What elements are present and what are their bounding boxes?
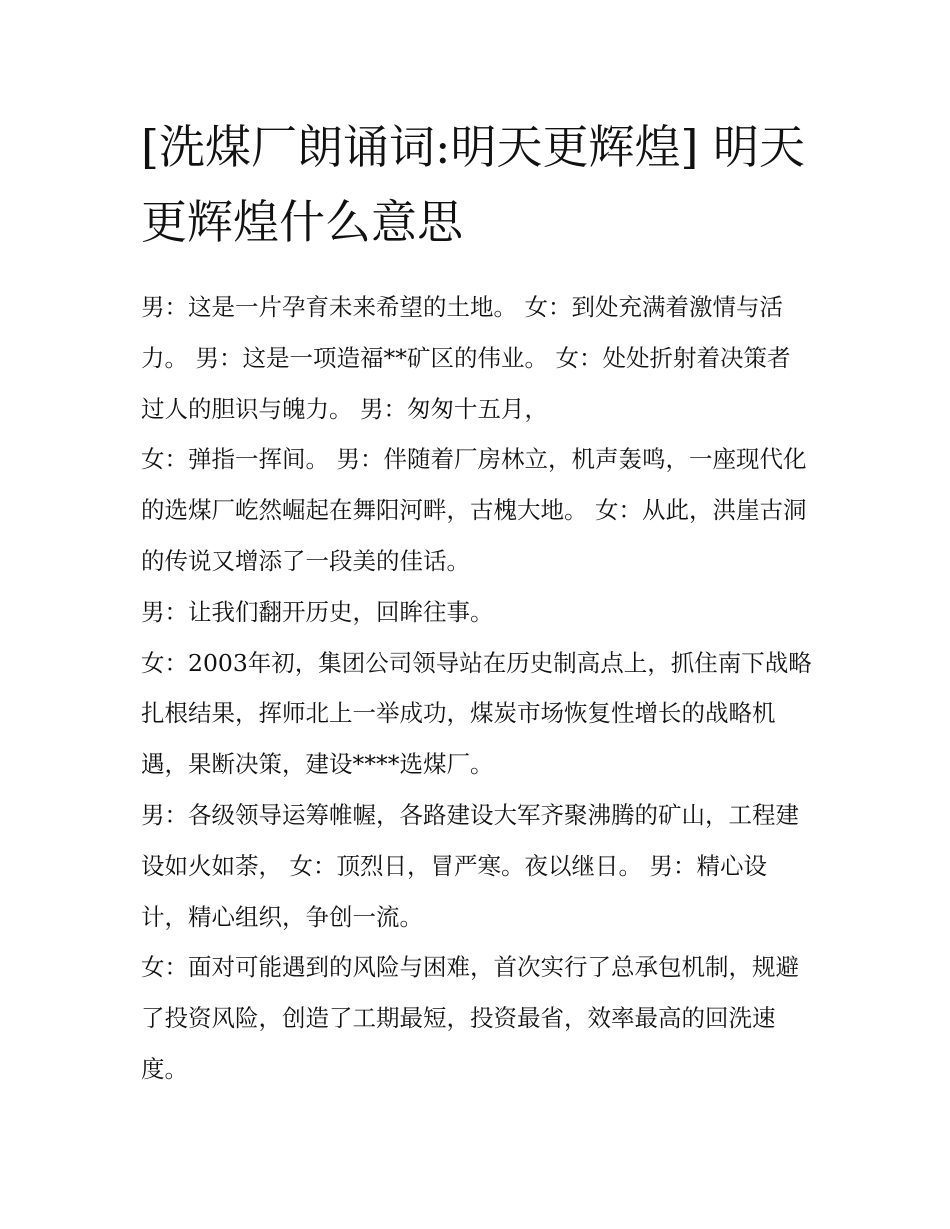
paragraph-6: 女：面对可能遇到的风险与困难，首次实行了总承包机制，规避了投资风险，创造了工期最短，投资最省，效率最高的回洗速度。 (141, 953, 799, 1083)
paragraph-3: 男：让我们翻开历史，回眸往事。 (141, 597, 494, 626)
paragraph-1: 男：这是一片孕育未来希望的土地。 女：到处充满着激情与活力。 男：这是一项造福**矿区的伟业。 女：处处折射着决策者过人的胆识与魄力。 男：匆匆十五月， (141, 293, 791, 423)
paragraph-5: 男：各级领导运筹帷幄，各路建设大军齐聚沸腾的矿山，工程建设如火如荼， 女：顶烈日，冒严寒。夜以继日。 男：精心设计，精心组织，争创一流。 (141, 800, 799, 931)
paragraph-4: 女：2003年初，集团公司领导站在历史制高点上，抓住南下战略扎根结果，挥师北上一举成功，煤炭市场恢复性增长的战略机遇，果断决策，建设****选煤厂。 (141, 648, 812, 779)
paragraph-2: 女：弹指一挥间。 男：伴随着厂房林立，机声轰鸣，一座现代化的选煤厂屹然崛起在舞阳河畔，古槐大地。 女：从此，洪崖古洞的传说又增添了一段美的佳话。 (141, 445, 807, 575)
document-title: [洗煤厂朗诵词:明天更辉煌] 明天更辉煌什么意思 (141, 120, 806, 249)
document-page (141, 110, 813, 1095)
document-body (141, 282, 813, 1095)
